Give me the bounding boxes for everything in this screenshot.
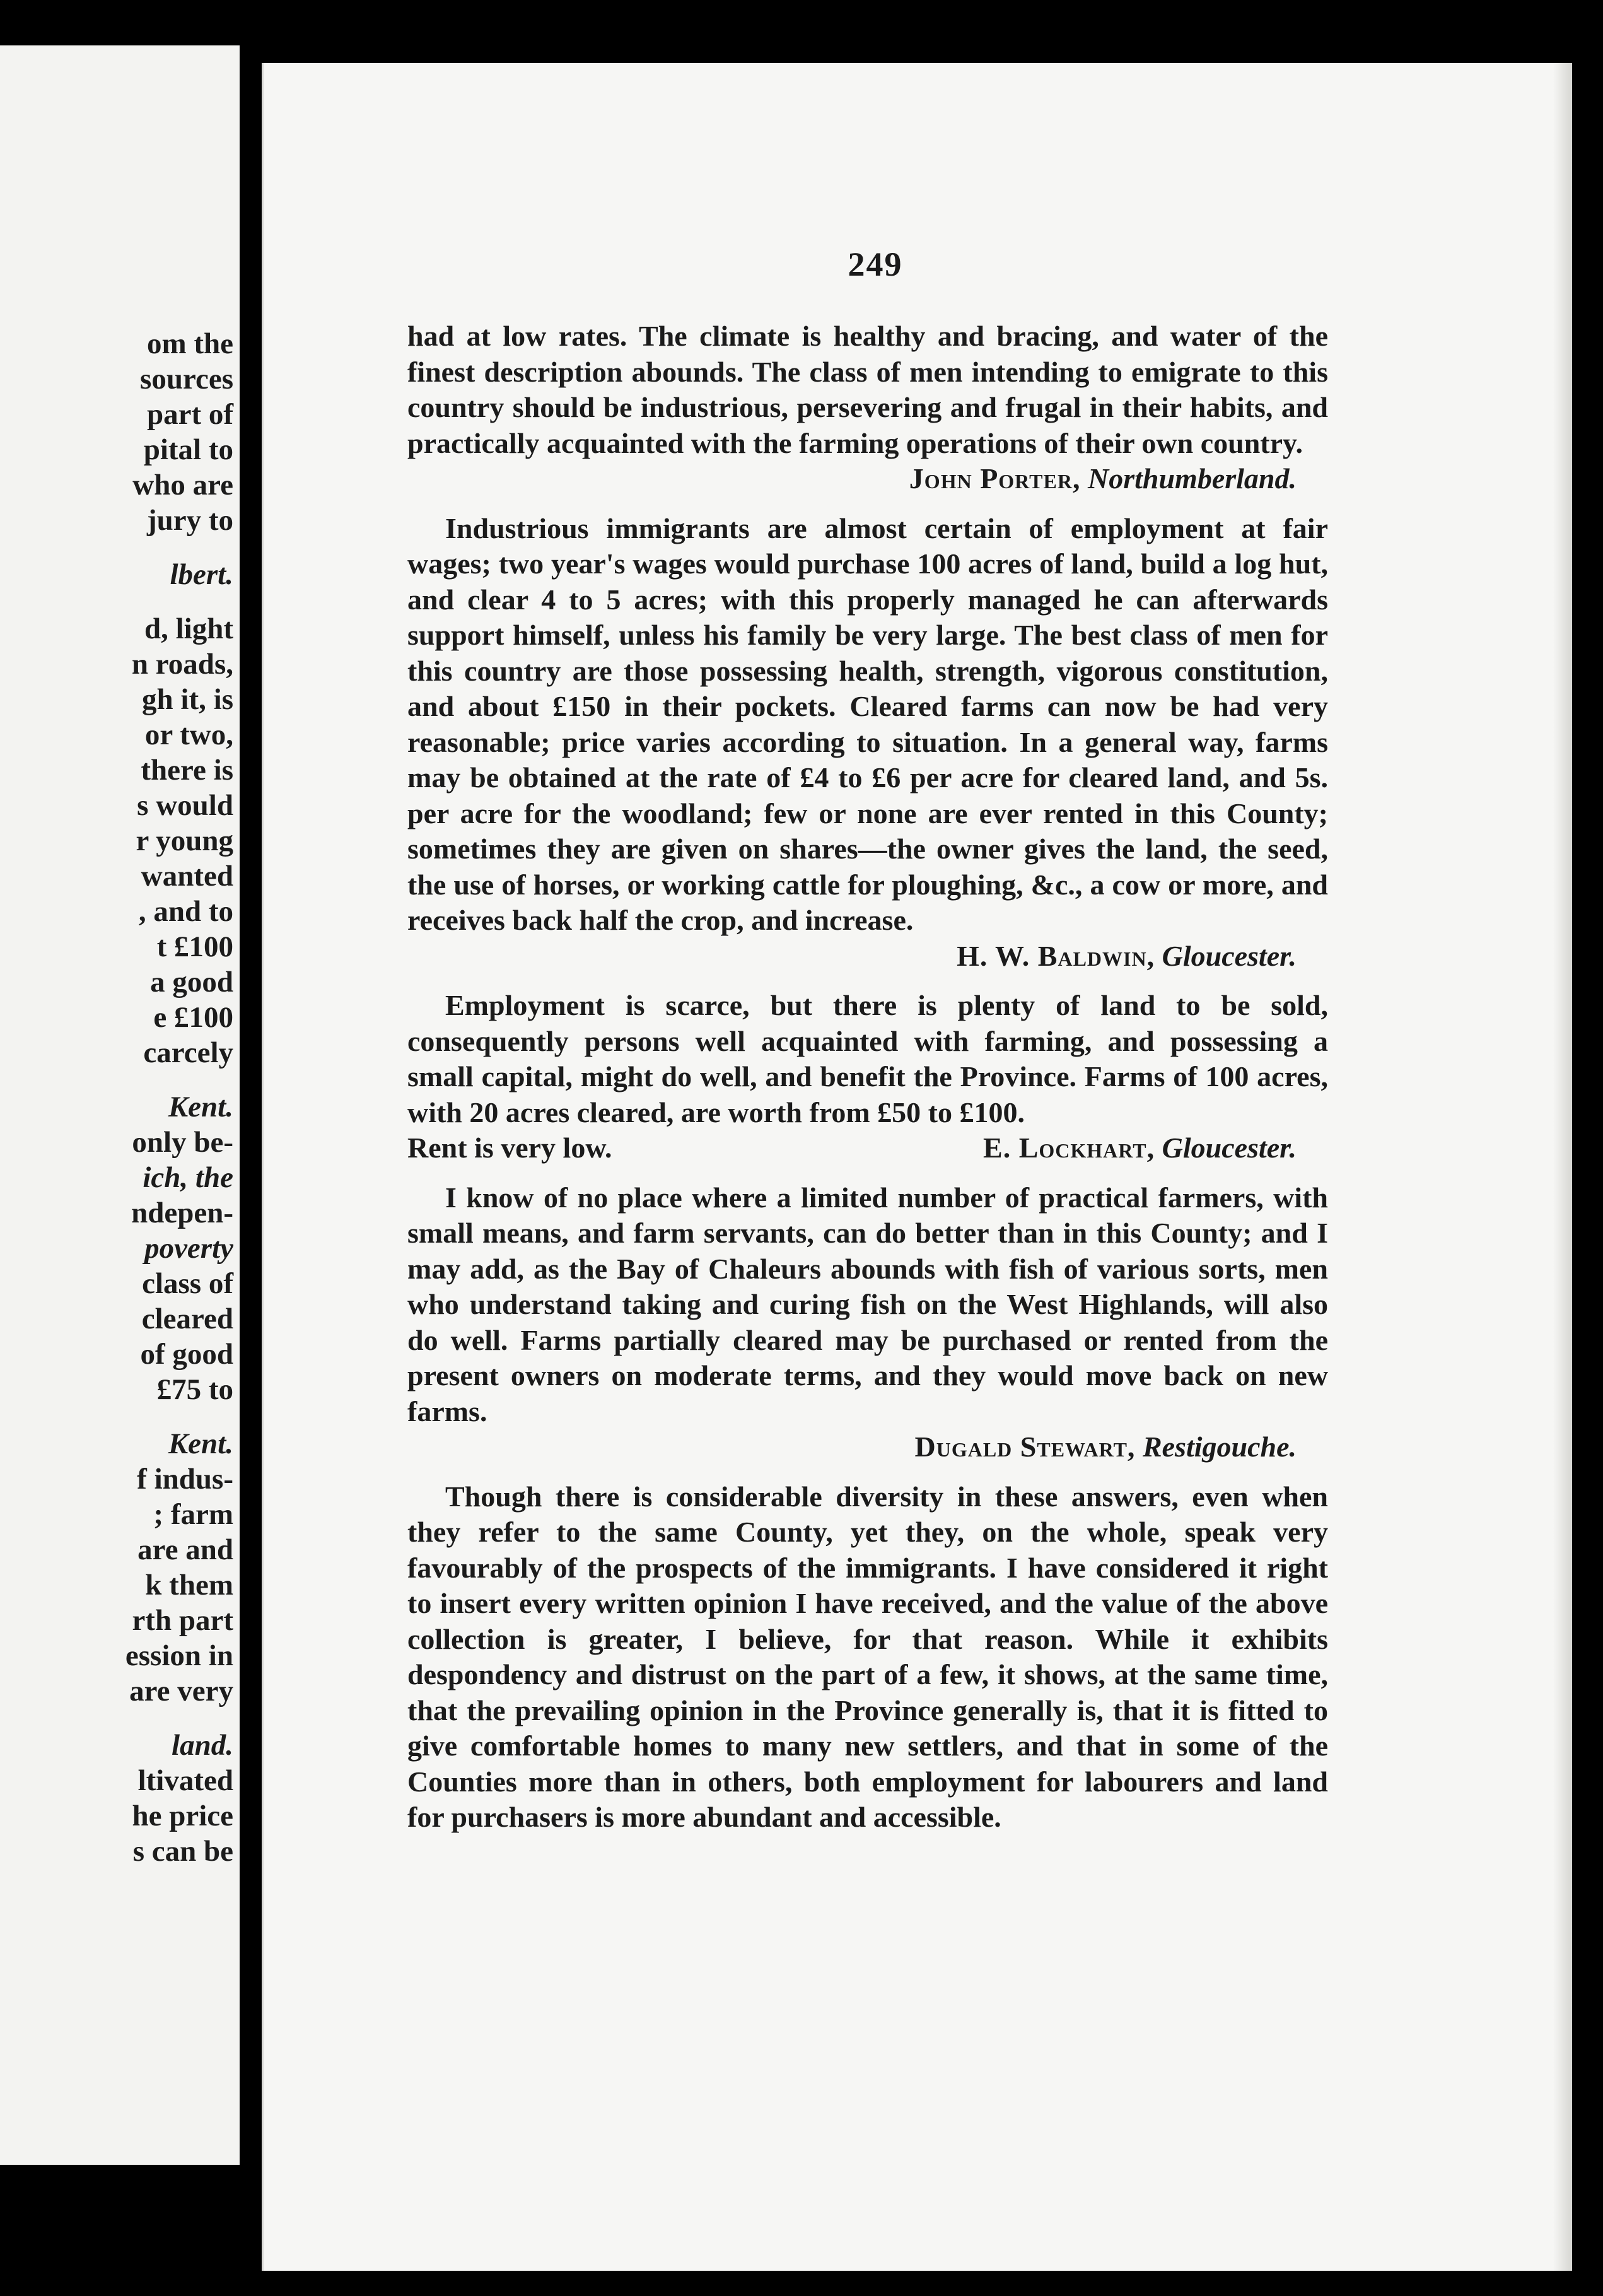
left-text-fragment: are and (137, 1533, 233, 1566)
left-text-fragment: £75 to (156, 1373, 233, 1406)
left-text-fragment: sources (140, 363, 233, 395)
paragraph-lockhart: Employment is scarce, but there is plenty of land to be sold, consequently persons well acquainted with farming, and possessing a small capital, might do well, and benefit the Province. Farms of 100 acres, with 20 acres cleared, are worth from £50 to £100. (407, 989, 1328, 1128)
left-text-fragment: r young (136, 824, 233, 857)
left-text-fragment: n roads, (131, 648, 233, 681)
left-text-fragment: pital to (143, 433, 233, 466)
left-text-fragment: who are (132, 469, 233, 501)
left-text-fragment: t £100 (156, 930, 233, 963)
left-facing-page (0, 45, 240, 2165)
signature-place: Northumberland. (1087, 462, 1297, 495)
signature-name: Dugald Stewart, (914, 1431, 1136, 1463)
left-text-fragment: are very (129, 1675, 233, 1707)
right-page (262, 63, 1572, 2271)
left-text-fragment: Kent. (168, 1091, 233, 1123)
left-text-fragment: poverty (144, 1232, 233, 1265)
signature-name: John Porter, (909, 462, 1081, 495)
signature-baldwin (407, 939, 1328, 975)
left-text-fragment: he price (132, 1800, 233, 1832)
signature-porter (407, 461, 1328, 497)
left-text-fragment: d, light (144, 612, 233, 645)
line-gap (0, 1709, 233, 1728)
left-text-fragment: land. (172, 1729, 233, 1762)
left-text-fragment: class of (142, 1267, 233, 1300)
left-text-fragment: carcely (143, 1036, 233, 1069)
left-text-fragment: s can be (132, 1835, 233, 1868)
left-text-fragment: of good (140, 1338, 233, 1371)
left-text-fragment: gh it, is (142, 683, 233, 716)
left-page-text-fragments (0, 326, 233, 1869)
left-text-fragment: jury to (146, 504, 233, 537)
page-edge-shadow (1553, 63, 1572, 2271)
page-number: 249 (848, 245, 903, 283)
left-text-fragment: wanted (141, 860, 233, 893)
left-text-fragment: e £100 (153, 1001, 233, 1034)
left-text-fragment: ich, the (143, 1161, 233, 1194)
left-text-fragment: part of (146, 398, 233, 431)
left-text-fragment: ltivated (137, 1764, 233, 1797)
left-text-fragment: k them (145, 1569, 233, 1602)
line-gap (0, 1070, 233, 1089)
paragraph-last-line: Rent is very low. (407, 1132, 612, 1164)
paragraph-stewart: I know of no place where a limited number of practical farmers, with small means, and farm servants, can do better than in this County; and I may add, as the Bay of Chaleurs abounds with fish of various sorts, men who understand taking and curing fish on the West Highlands, will also do well. Farms partially cleared may be purchased or rented from the present owners on moderate terms, and they would move back on new farms. (407, 1181, 1328, 1427)
signature-name: E. Lockhart, (983, 1132, 1155, 1164)
signature-stewart (407, 1429, 1328, 1465)
left-text-fragment: , and to (138, 895, 233, 928)
signature-name: H. W. Baldwin, (957, 939, 1155, 972)
left-text-fragment: ndepen- (131, 1197, 233, 1229)
left-text-fragment: a good (150, 966, 233, 999)
left-text-fragment: ession in (125, 1639, 233, 1672)
line-gap (0, 592, 233, 611)
left-text-fragment: only be- (132, 1126, 233, 1159)
left-text-fragment: s would (137, 789, 233, 822)
left-text-fragment: rth part (132, 1604, 233, 1637)
left-text-fragment: om the (146, 327, 233, 360)
paragraph-baldwin: Industrious immigrants are almost certain of employment at fair wages; two year's wages would purchase 100 acres of land, build a log hut, and clear 4 to 5 acres; with this properly managed he can afterwards support himself, unless his family be very large. The best class of men for this country are those possessing health, strength, vigorous constitution, and about £150 in their pockets. Cleared farms can now be had very reasonable; price varies according to situation. In a general way, farms may be obtained at the rate of £4 to £6 per acre for cleared land, and 5s. per acre for the woodland; few or none are ever rented in this County; sometimes they are given on shares—the owner gives the land, the seed, the use of horses, or working cattle for ploughing, &c., a cow or more, and receives back half the crop, and increase. (407, 512, 1328, 936)
left-text-fragment: cleared (141, 1303, 233, 1335)
signature-place: Gloucester. (1162, 1132, 1297, 1164)
left-text-fragment: f indus- (137, 1463, 233, 1496)
left-text-fragment: ; farm (153, 1498, 233, 1531)
signature-lockhart (983, 1130, 1328, 1166)
paragraph-conclusion: Though there is considerable diversity in these answers, even when they refer to the same County, yet they, on the whole, speak very favourably of the prospects of the immigrants. I have considered it right to insert every written opinion I have received, and the value of the above collection is greater, I believe, for that reason. While it exhibits despondency and distrust on the part of a few, it shows, at the same time, that the prevailing opinion in the Province generally is, that it is fitted to give comfortable homes to many new settlers, and that in some of the Counties more than in others, both employment for labourers and land for purchasers is more abundant and accessible. (407, 1480, 1328, 1833)
left-text-fragment: Kent. (168, 1427, 233, 1460)
left-text-fragment: or two, (144, 718, 233, 751)
signature-place: Gloucester. (1162, 939, 1297, 972)
page-body (407, 319, 1328, 1836)
paragraph-porter: had at low rates. The climate is healthy and bracing, and water of the finest description abounds. The class of men intending to emigrate to this country should be industrious, persevering and frugal in their habits, and practically acquainted with the farming operations of their own country. (407, 320, 1328, 459)
line-gap (0, 538, 233, 557)
left-text-fragment: there is (141, 754, 233, 787)
left-text-fragment: lbert. (170, 558, 233, 591)
signature-place: Restigouche. (1142, 1431, 1297, 1463)
line-gap (0, 1407, 233, 1426)
